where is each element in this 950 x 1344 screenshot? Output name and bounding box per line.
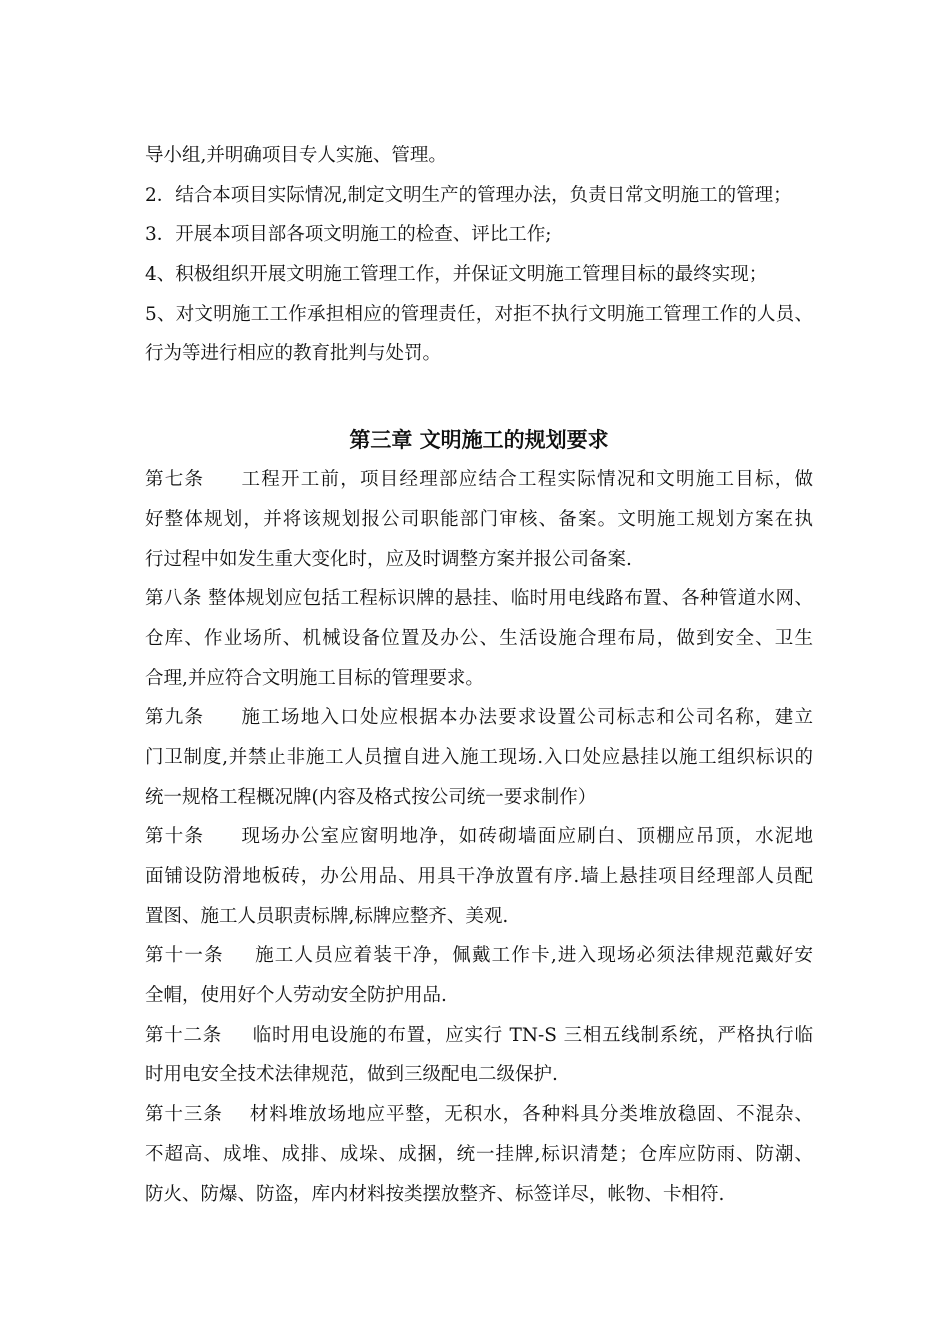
- article-7: [145, 460, 813, 579]
- section-spacer: [145, 374, 813, 420]
- article-line: 仓库、作业场所、机械设备位置及办公、生活设施合理布局，做到安全、卫生: [145, 627, 813, 649]
- article-line: 门卫制度,并禁止非施工人员擅自进入施工现场.入口处应悬挂以施工组织标识的: [145, 746, 813, 768]
- article-10: [145, 817, 813, 936]
- article-line: 时用电安全技术法律规范，做到三级配电二级保护.: [145, 1064, 558, 1086]
- article-9: [145, 698, 813, 817]
- article-line: 防火、防爆、防盗，库内材料按类摆放整齐、标签详尽，帐物、卡相符.: [145, 1183, 725, 1205]
- article-first-line: [145, 1016, 813, 1056]
- article-first-line: [145, 817, 813, 857]
- article-line: 统一规格工程概况牌(内容及格式按公司统一要求制作）: [145, 786, 597, 808]
- article-label: 第十二条: [145, 1024, 222, 1046]
- intro-section: [145, 136, 813, 374]
- intro-line: 行为等进行相应的教育批判与处罚。: [145, 343, 442, 365]
- intro-line: 3．开展本项目部各项文明施工的检查、评比工作;: [145, 224, 552, 246]
- article-text: 临时用电设施的布置，应实行 TN-S 三相五线制系统，严格执行临: [251, 1024, 813, 1046]
- article-12: [145, 1016, 813, 1095]
- chapter-title: 第三章 文明施工的规划要求: [349, 428, 609, 453]
- intro-line: 2．结合本项目实际情况,制定文明生产的管理办法，负责日常文明施工的管理；: [145, 184, 792, 206]
- article-first-line: [145, 698, 813, 738]
- article-text: 材料堆放场地应平整，无积水，各种料具分类堆放稳固、不混杂、: [248, 1104, 813, 1126]
- article-label: 第七条: [145, 469, 205, 491]
- article-first-line: [145, 1095, 813, 1135]
- article-label: 第十一条: [145, 945, 224, 967]
- article-text: 施工人员应着装干净，佩戴工作卡,进入现场必须法律规范戴好安: [253, 945, 813, 967]
- intro-line: 4、积极组织开展文明施工管理工作，并保证文明施工管理目标的最终实现；: [145, 264, 768, 286]
- article-label: 第九条: [145, 707, 205, 729]
- intro-line: 5、对文明施工工作承担相应的管理责任，对拒不执行文明施工管理工作的人员、: [145, 303, 813, 325]
- article-label: 第十三条: [145, 1104, 223, 1126]
- article-text: 工程开工前，项目经理部应结合工程实际情况和文明施工目标，做: [240, 469, 813, 491]
- intro-line: 导小组,并明确项目专人实施、管理。: [145, 145, 447, 166]
- article-8: [145, 579, 813, 698]
- article-line: 置图、施工人员职责标牌,标牌应整齐、美观.: [145, 905, 509, 927]
- article-first-line: [145, 579, 813, 619]
- article-text: 整体规划应包括工程标识牌的悬挂、临时用电线路布置、各种管道水网、: [208, 588, 813, 610]
- article-11: [145, 936, 813, 1015]
- article-line: 行过程中如发生重大变化时，应及时调整方案并报公司备案.: [145, 548, 632, 570]
- article-13: [145, 1095, 813, 1214]
- article-text: 施工场地入口处应根据本办法要求设置公司标志和公司名称，建立: [240, 707, 813, 729]
- article-line: 不超高、成堆、成排、成垛、成捆，统一挂牌,标识清楚；仓库应防雨、防潮、: [145, 1143, 813, 1165]
- article-first-line: [145, 936, 813, 976]
- article-first-line: [145, 460, 813, 500]
- document-page: [145, 136, 813, 1214]
- article-line: 面铺设防滑地板砖，办公用品、用具干净放置有序.墙上悬挂项目经理部人员配: [145, 866, 813, 887]
- article-label: 第十条: [145, 826, 205, 848]
- article-line: 全帽，使用好个人劳动安全防护用品.: [145, 985, 447, 1007]
- article-text: 现场办公室应窗明地净，如砖砌墙面应刷白、顶棚应吊顶，水泥地: [240, 826, 813, 848]
- article-label: 第八条: [145, 588, 202, 610]
- article-line: 好整体规划，并将该规划报公司职能部门审核、备案。文明施工规划方案在执: [145, 508, 813, 530]
- article-line: 合理,并应符合文明施工目标的管理要求。: [145, 667, 484, 689]
